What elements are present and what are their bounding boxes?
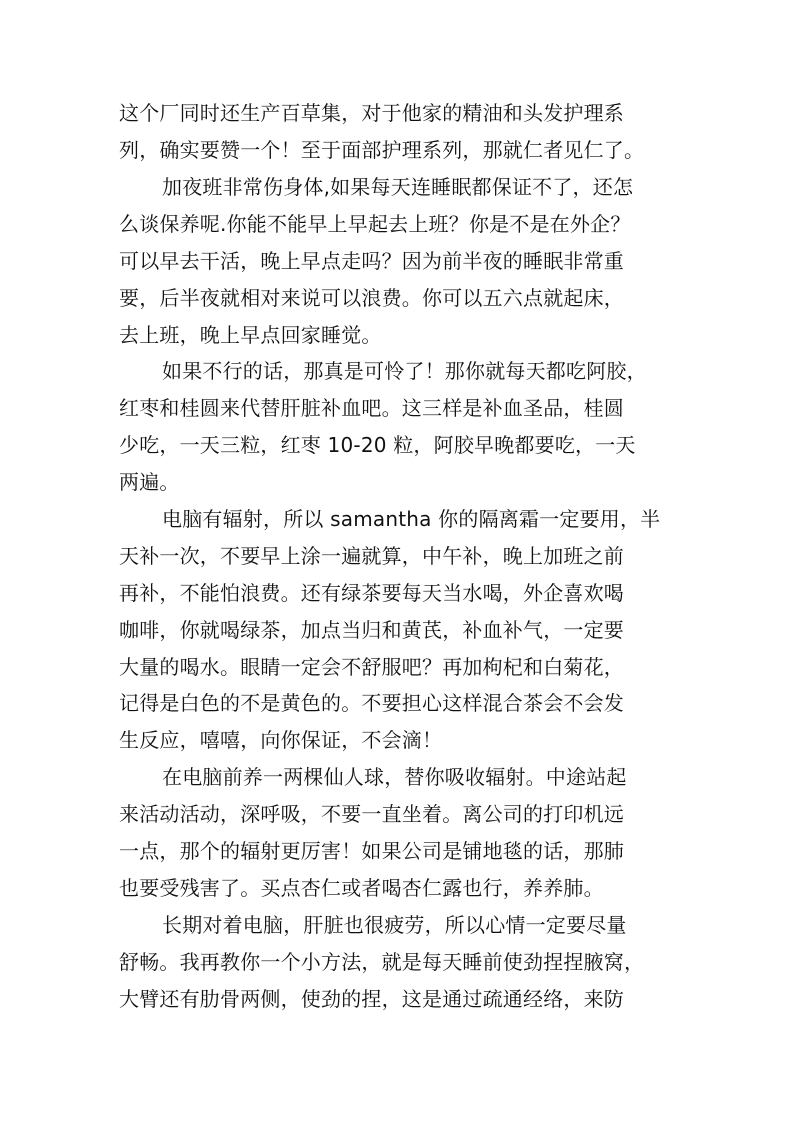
text-line: 去上班，晚上早点回家睡觉。 [119, 323, 382, 347]
paragraph-start-line: 电脑有辐射，所以 samantha 你的隔离霜一定要用，半 [162, 507, 661, 531]
text-line: 两遍。 [119, 470, 180, 494]
text-line: 生反应，嘻嘻，向你保证，不会滴！ [119, 728, 443, 752]
text-line: 这个厂同时还生产百草集，对于他家的精油和头发护理系 [119, 101, 624, 125]
text-line: 大量的喝水。眼睛一定会不舒服吧？再加枸杞和白菊花， [119, 655, 624, 679]
text-line: 来活动活动，深呼吸，不要一直坐着。离公司的打印机远 [119, 802, 624, 826]
text-line: 红枣和桂圆来代替肝脏补血吧。这三样是补血圣品，桂圆 [119, 396, 624, 420]
paragraph-start-line: 在电脑前养一两棵仙人球，替你吸收辐射。中途站起 [162, 765, 627, 789]
text-line: 也要受残害了。买点杏仁或者喝杏仁露也行，养养肺。 [119, 876, 604, 900]
text-line: 可以早去干活，晚上早点走吗？因为前半夜的睡眠非常重 [119, 249, 624, 273]
paragraph-start-line: 加夜班非常伤身体,如果每天连睡眠都保证不了，还怎 [162, 175, 634, 199]
text-line: 么谈保养呢.你能不能早上早起去上班？你是不是在外企？ [119, 212, 631, 236]
text-line: 再补，不能怕浪费。还有绿茶要每天当水喝，外企喜欢喝 [119, 581, 624, 605]
text-line: 天补一次，不要早上涂一遍就算，中午补，晚上加班之前 [119, 544, 624, 568]
text-line: 记得是白色的不是黄色的。不要担心这样混合茶会不会发 [119, 691, 624, 715]
text-line: 列，确实要赞一个！至于面部护理系列，那就仁者见仁了。 [119, 138, 645, 162]
text-line: 一点，那个的辐射更厉害！如果公司是铺地毯的话，那肺 [119, 839, 624, 863]
text-line: 大臂还有肋骨两侧，使劲的捏，这是通过疏通经络，来防 [119, 987, 624, 1011]
text-line: 舒畅。我再教你一个小方法，就是每天睡前使劲捏捏腋窝， [119, 950, 645, 974]
text-line: 少吃，一天三粒，红枣 10-20 粒，阿胶早晚都要吃，一天 [119, 433, 636, 457]
text-line: 咖啡，你就喝绿茶，加点当归和黄芪，补血补气，一定要 [119, 618, 624, 642]
text-line: 要，后半夜就相对来说可以浪费。你可以五六点就起床， [119, 286, 624, 310]
paragraph-start-line: 如果不行的话，那真是可怜了！那你就每天都吃阿胶， [162, 359, 647, 383]
paragraph-start-line: 长期对着电脑，肝脏也很疲劳，所以心情一定要尽量 [162, 913, 627, 937]
